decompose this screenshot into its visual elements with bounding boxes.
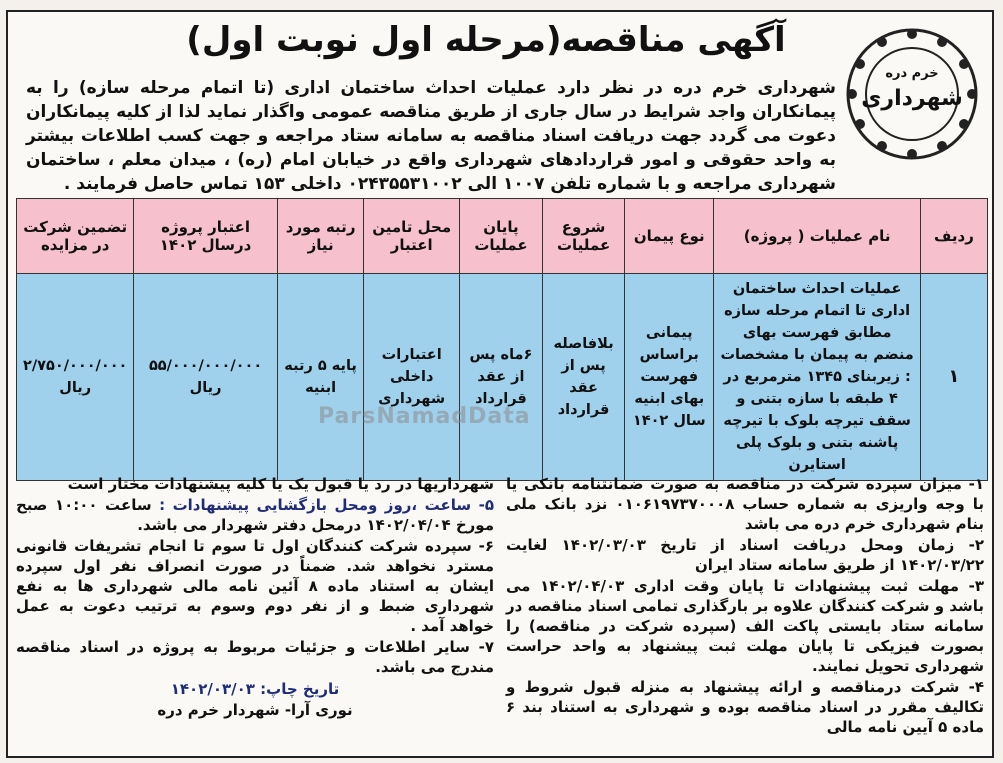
col-funding: محل تامین اعتبار [364, 199, 459, 274]
col-project: نام عملیات ( پروژه) [714, 199, 920, 274]
tender-table [16, 198, 988, 481]
note-2: ۲- زمان ومحل دریافت اسناد از تاریخ ۱۴۰۲/۰۳/۰۳ لغایت ۱۴۰۲/۰۳/۲۲ از طریق سامانه ستاد ایران [506, 536, 984, 574]
page-title: آگهی مناقصه(مرحله اول نوبت اول) [186, 20, 786, 60]
table-header-row [17, 199, 988, 274]
cell-contract-type: پیمانی براساس فهرست بهای ابنیه سال ۱۴۰۲ [625, 274, 714, 481]
col-guarantee: تضمین شرکت در مزایده [17, 199, 134, 274]
notes-left-column [16, 474, 494, 721]
col-budget: اعتبار پروژه درسال ۱۴۰۲ [134, 199, 277, 274]
col-row: ردیف [920, 199, 987, 274]
note-3: ۳- مهلت ثبت پیشنهادات تا پایان وقت اداری ۱۴۰۲/۰۴/۰۳ می باشد و شرکت کنندگان علاوه بر بارگذاری تمامی اسناد مناقصه در سامانه ستاد بایستی پاکت الف (سپرده شرکت در مناقصه) را بصورت فیزیکی تا پایان مهلت ثبت پیشنهاد به واحد حراست شهرداری تحویل نمایند. [506, 577, 985, 675]
municipality-logo [842, 24, 982, 164]
cell-guarantee: ۲/۷۵۰/۰۰۰/۰۰۰ ریال [17, 274, 134, 481]
note-6: ۶- سپرده شرکت کنندگان اول تا سوم تا انجام تشریفات قانونی مسترد نخواهد شد. ضمناً در صورت انصراف نفر اول سپرده ایشان به استناد ماده ۸ آئین نامه مالی شهرداری ها به نفع شهرداری ضبط و از نفر دوم وسوم به ترتیب دعوت به عمل خواهد آمد . [16, 537, 494, 635]
col-end: پایان عملیات [459, 199, 542, 274]
watermark: ParsNamadData [318, 404, 531, 429]
note-1: ۱- میزان سپرده شرکت در مناقصه به صورت ضمانتنامه بانکی یا با وجه واریزی به شماره حساب ۰۱۰۶۱۹۷۳۷۰۰۰۸ نزد بانک ملی بنام شهرداری خرم دره می باشد [506, 475, 984, 533]
notice-header [16, 18, 986, 198]
note-7: ۷- سایر اطلاعات و جزئیات مربوط به پروژه در اسناد مناقصه مندرج می باشد. [16, 638, 494, 676]
intro-paragraph: شهرداری خرم دره در نظر دارد عملیات احداث ساختمان اداری (تا اتمام مرحله سازه) را به پیمانکاران واجد شرایط در سال جاری از طریق مناقصه عمومی واگذار نماید لذا از کلیه پیمانکاران دعوت می گردد جهت دریافت اسناد مناقصه به سامانه ستاد مراجعه و جهت کسب اطلاعات بیشتر به واحد حقوقی و امور قراردادهای شهرداری واقع در خیابان امام (ره) ، میدان معلم ، ساختمان شهرداری مراجعه و با شماره تلفن ۱۰۰۷ الی ۰۲۴۳۵۵۳۱۰۰۲ داخلی ۱۵۳ تماس حاصل فرمایند . [26, 78, 836, 194]
print-date: تاریخ چاپ: ۱۴۰۲/۰۳/۰۳ [170, 680, 340, 698]
mayor-signature: نوری آرا- شهردار خرم دره [157, 701, 353, 719]
col-start: شروع عملیات [543, 199, 625, 274]
cell-budget: ۵۵/۰۰۰/۰۰۰/۰۰۰ ریال [134, 274, 277, 481]
cell-row: ۱ [920, 274, 987, 481]
logo-top-text: خرم دره [885, 66, 939, 81]
note-5-text: ساعت ۱۰:۰۰ صبح مورخ ۱۴۰۲/۰۴/۰۴ درمحل دفتر شهردار می باشد. [16, 496, 494, 534]
tender-notice [6, 10, 994, 758]
table-row [17, 274, 988, 481]
cell-project: عملیات احداث ساختمان اداری تا اتمام مرحله سازه مطابق فهرست بهای منضم به پیمان با مشخصات : زیربنای ۱۳۴۵ مترمربع در ۴ طبقه با سازه بتنی و سقف تیرچه بلوک با تیرچه پاشنه بتنی و بلوک پلی استایرن [714, 274, 920, 481]
note-4-continued: شهرداریها در رد یا قبول یک یا کلیه پیشنهادات مختار است [67, 475, 494, 493]
cell-end: ۶ماه پس از عقد قرارداد [459, 274, 542, 481]
note-5-title: ۵- ساعت ،روز ومحل بازگشایی پیشنهادات : [159, 496, 494, 514]
notes-right-column [506, 474, 984, 738]
note-4: ۴- شرکت درمناقصه و ارائه پیشنهاد به منزله قبول شروط و تکالیف مقرر در اسناد مناقصه بوده و شهرداری به استناد بند ۶ ماده ۵ آیین نامه مالی [506, 678, 984, 736]
col-contract-type: نوع پیمان [625, 199, 714, 274]
note-5 [16, 495, 494, 535]
cell-funding: اعتبارات داخلی شهرداری [364, 274, 459, 481]
col-grade: رتبه مورد نیاز [277, 199, 364, 274]
cell-grade: پایه ۵ رتبه ابنیه [277, 274, 364, 481]
logo-main-text: شهرداری [861, 86, 963, 111]
cell-start: بلافاصله پس از عقد قرارداد [543, 274, 625, 481]
